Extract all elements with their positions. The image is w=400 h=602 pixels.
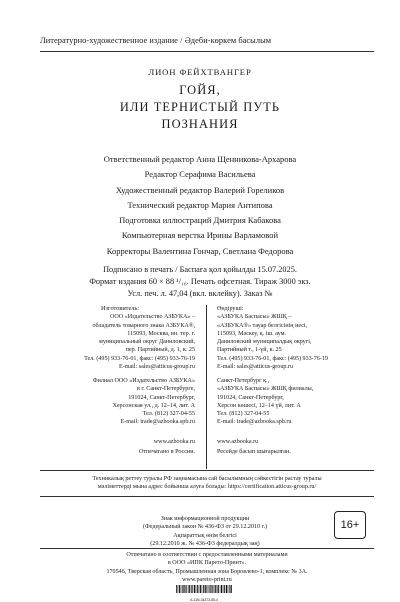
manufacturer-ru-line: ООО «Издательство АЗБУКА» – [109, 314, 195, 321]
branch-kz-line: Тел. (812) 327-04-55 [217, 411, 270, 417]
credit-line: Редактор Серафима Васильева [144, 169, 256, 180]
middle-rule [40, 470, 374, 471]
branch-ru-line: Херсонская ул., д. 12–14, лит. А [112, 402, 195, 409]
manufacturer-ru [45, 305, 195, 371]
info-sign-line: (29.12.2010 ж. № 436-ФЗ федералдық заң) [150, 540, 260, 547]
branch-ru-line: Тел. (812) 327-04-55 [142, 411, 195, 417]
book-title-line-1: ГОЙЯ, [179, 83, 221, 97]
manufacturer-ru-line: 115093, Москва, вн. тер. г. [127, 330, 195, 337]
info-product-sign [80, 515, 330, 548]
credit-line: Художественный редактор Валерий Гореликов [115, 184, 285, 195]
website-link[interactable]: www.azbooka.ru [153, 439, 195, 445]
credit-line: Ответственный редактор Анна Щенникова-Архарова [103, 154, 297, 164]
branch-ru-line: Филиал ООО «Издательство АЗБУКА» [92, 378, 195, 384]
manufacturer-kz-line: «АЗБУКА®» тауар белгісінің иесі, [217, 322, 308, 329]
manufacturer-kz-line: Тел. (495) 933-76-01, факс: (495) 933-76-19 [217, 355, 328, 362]
site-ru [45, 438, 195, 457]
manufacturer-kz-line: «АЗБУКА Баспасы» ЖШҚ – [217, 314, 292, 321]
branch-kz-line: Санкт-Петербург қ., [217, 378, 270, 384]
tech-regulation-line: мәліметтерді мына адрес бойынша алуға болады: https://certification.atticus-group.ru/ [97, 484, 317, 491]
site-kz [217, 438, 372, 457]
print-info-line: Подписано в печать / Баспаға қол қойылды 15.07.2025. [103, 265, 297, 274]
manufacturer-ru-line: пер. Партийный, д. 1, к. 25 [125, 347, 195, 354]
book-title-line-2: ИЛИ ТЕРНИСТЫЙ ПУТЬ [119, 100, 281, 114]
branch-ru [45, 377, 195, 427]
barcode-icon [176, 585, 232, 593]
manufacturer-kz-line: Даниловский муниципалдық округі, [217, 339, 312, 345]
edition-type: Литературно-художественное издание / Әдеби-көркем басылым [40, 36, 272, 45]
column-divider [206, 305, 207, 469]
manufacturer-ru-line: муниципальный округ Даниловский, [99, 339, 195, 345]
isbn-barcode [176, 580, 232, 602]
tech-regulation-line: Техникалық реттеу туралы РФ заңнамасына сай басылымның сәйкестігін растау туралы [92, 476, 322, 482]
info-sign-line: Знак информационной продукции [160, 516, 250, 522]
credit-line: Корректоры Валентина Гончар, Светлана Федорова [106, 245, 294, 256]
manufacturer-ru-line: E-mail: sales@atticus-group.ru [118, 363, 195, 370]
branch-ru-line: в г. Санкт-Петербурге, [137, 386, 195, 393]
branch-ru-line: 191024, Санкт-Петербург, [128, 394, 195, 401]
credit-line: Технический редактор Мария Антипова [127, 199, 273, 210]
printer-website-link[interactable]: www.pareto-print.ru [182, 576, 232, 583]
manufacturer-ru-heading: Изготовитель: [101, 305, 139, 312]
print-info-line: Формат издания 60 × 88 ¹/₁₆. Печать офсетная. Тираж 3000 экз. [89, 277, 311, 286]
branch-kz-line: 191024, Санкт-Петербург, [217, 394, 284, 401]
manufacturer-ru-line: обладатель товарного знака АЗБУКА®, [92, 322, 195, 329]
website-link[interactable]: www.azbooka.ru [217, 439, 259, 445]
manufacturer-kz-line: E-mail: sales@atticus-group.ru [217, 363, 294, 370]
branch-kz-line: «АЗБУКА Баспасы» ЖШҚ филиалы, [217, 386, 314, 393]
print-info [0, 264, 400, 300]
lower-rule [40, 496, 374, 497]
isbn-number: A-11N-34373-85-4 [190, 598, 218, 602]
credit-line: Подготовка иллюстраций Дмитрия Кабакова [119, 215, 281, 226]
book-title-line-3: ПОЗНАНИЯ [161, 117, 239, 131]
printer-line: 170546, Тверская область, Промышленная зона Боровлево-1, комплекс № 3А. [106, 568, 308, 575]
manufacturer-kz-heading: Өндіруші: [217, 306, 244, 312]
top-rule [40, 51, 374, 52]
printer-line: в ООО «ИПК Парето-Принт». [167, 560, 247, 567]
branch-kz-line: E-mail: trade@azbooka.spb.ru [217, 419, 292, 426]
author-name: ЛИОН ФЕЙХТВАНГЕР [148, 67, 252, 77]
branch-kz-line: Херсон көшесі, 12–14 үй, лит. А [217, 402, 301, 409]
manufacturer-kz-line: 115093, Мәскеу, қ. іш. аум. [217, 330, 286, 337]
manufacturer-kz [217, 305, 372, 371]
manufacturer-ru-line: Тел. (495) 933-76-01, факс: (495) 933-76-19 [84, 355, 195, 362]
print-info-line: Усл. печ. л. 47,04 (вкл. вклейку). Заказ № [127, 289, 273, 298]
manufacturer-kz-line: Партийный т., 1-үй, к. 25 [217, 347, 282, 354]
printed-in-note: Ресейде басып шығарылған. [217, 449, 291, 456]
bottom-rule [40, 548, 374, 549]
info-sign-line: Ақпараттық өнім белгісі [173, 532, 237, 539]
tech-regulation-note [40, 475, 374, 492]
credit-line: Компьютерная верстка Ирины Варламовой [121, 230, 279, 241]
printer-line: Отпечатано в соответствии с предоставленными материалами [126, 552, 288, 558]
branch-kz [217, 377, 372, 427]
printed-in-note: Отпечатано в России. [138, 449, 195, 456]
branch-ru-line: E-mail: trade@azbooka.spb.ru [120, 419, 195, 426]
info-sign-line: (Федеральный закон № 436-ФЗ от 29.12.2010 г.) [143, 524, 267, 531]
age-rating-badge: 16+ [334, 511, 366, 539]
credits-list [0, 152, 400, 259]
